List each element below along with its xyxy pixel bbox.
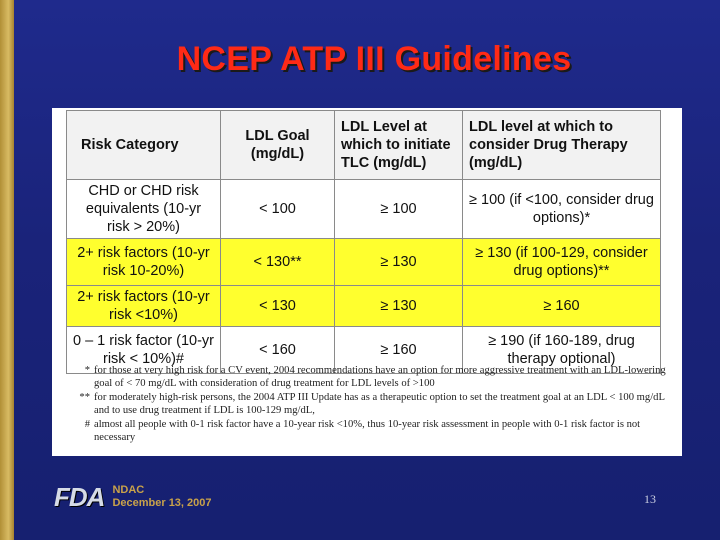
footnotes [66,364,676,444]
page-number: 13 [644,492,656,506]
slide-title: NCEP ATP III Guidelines [176,40,572,78]
cell-tlc: ≥ 130 [335,239,463,286]
header-ldl-goal: LDL Goal (mg/dL) [221,111,335,180]
cell-goal: < 130 [221,286,335,327]
cell-drug: ≥ 190 (if 160-189, drug therapy optional) [463,327,661,374]
table-header-row [67,111,661,180]
footnote-text: almost all people with 0-1 risk factor have a 10-year risk <10%, thus 10-year risk assessment in people with 0-1 risk factor is not necessary [94,418,641,444]
footnote-text: for moderately high-risk persons, the 2004 ATP III Update has as a therapeutic option to set the treatment goal at an LDL < 100 mg/dL and to use drug treatment if LDL is 100-129 mg/dL, [94,391,665,417]
footnote-text: for those at very high risk for a CV event, 2004 recommendations have an option for more aggressive treatment with an LDL-lowering goal of < 70 mg/dL with consideration of drug treatment for LDL levels of >100 [94,365,666,390]
cell-drug: ≥ 160 [463,286,661,327]
header-tlc-level: LDL Level at which to initiate TLC (mg/dL) [335,111,463,180]
cell-tlc: ≥ 100 [335,180,463,239]
cell-category: 2+ risk factors (10-yr risk <10%) [67,286,221,327]
footer [54,484,212,510]
cell-category: 2+ risk factors (10-yr risk 10-20%) [67,239,221,286]
cell-goal: < 100 [221,180,335,239]
cell-drug: ≥ 100 (if <100, consider drug options)* [463,180,661,239]
cell-goal: < 160 [221,327,335,374]
table-row [67,180,661,239]
footnote [66,418,676,445]
footer-line-meeting: NDAC [112,484,145,496]
cell-tlc: ≥ 160 [335,327,463,374]
cell-category: CHD or CHD risk equivalents (10-yr risk > 20%) [67,180,221,239]
footnote-marker: ** [79,391,90,403]
table-row [67,286,661,327]
table-panel [52,108,682,456]
cell-goal: < 130** [221,239,335,286]
footer-text [112,484,211,510]
footer-line-date: December 13, 2007 [112,497,212,509]
cell-drug: ≥ 130 (if 100-129, consider drug options)** [463,239,661,286]
cell-tlc: ≥ 130 [335,286,463,327]
footnote [66,391,676,418]
footnote-marker: # [84,418,90,430]
header-drug-level: LDL level at which to consider Drug Therapy (mg/dL) [463,111,661,180]
guidelines-table [66,110,661,374]
header-risk-category: Risk Category [67,111,221,180]
cell-category: 0 – 1 risk factor (10-yr risk < 10%)# [67,327,221,374]
footnote-marker: * [84,365,90,376]
table-row [67,239,661,286]
footnote [66,364,676,391]
fda-logo: FDA [54,482,105,512]
gold-side-border [0,0,14,540]
